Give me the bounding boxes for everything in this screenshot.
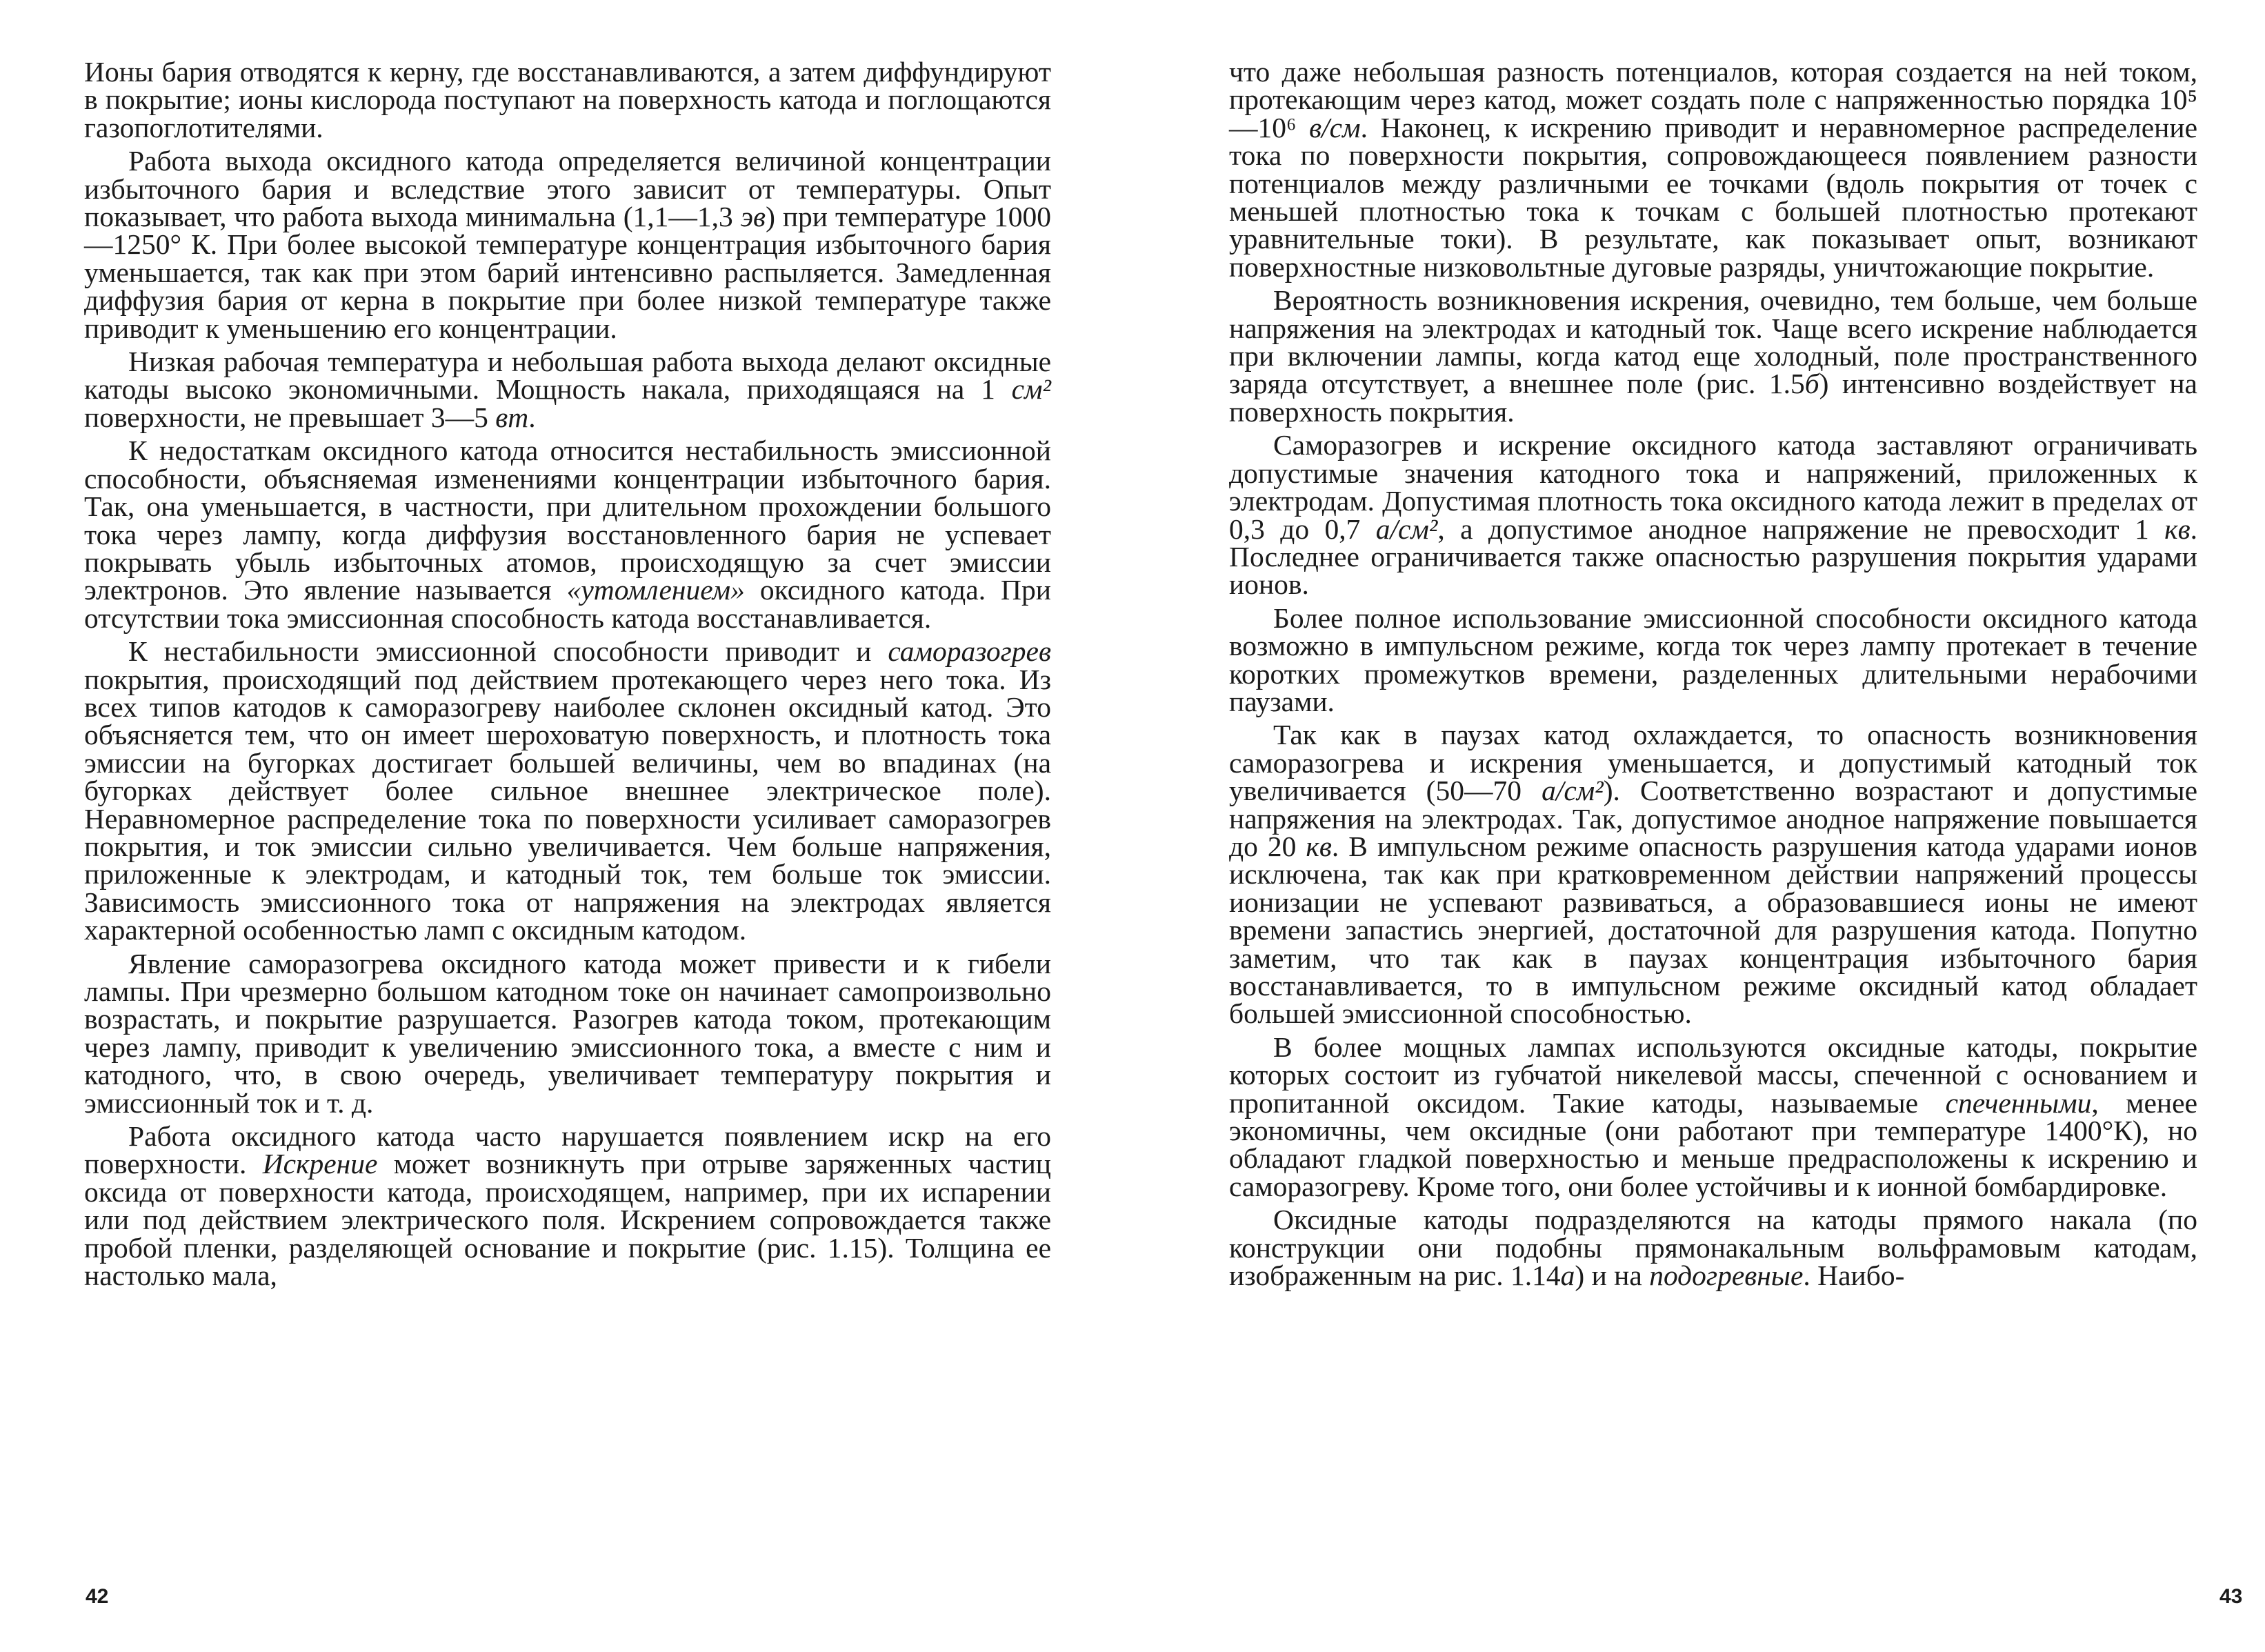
text-run: Низкая рабочая температура и небольшая работа выхода делают оксидные катоды высоко экономичными. Мощность накала, приходящаяся на 1 <box>84 346 1051 406</box>
paragraph <box>1229 286 2197 426</box>
paragraph <box>84 1120 1051 1292</box>
italic-term: вт <box>495 401 529 433</box>
text-run: К недостаткам оксидного катода относится нестабильность эмиссионной способности, объясняемая изменениями концентрации избыточного бария. Так, она уменьшается, в частности, при длительном прохождении большого тока через лампу, когда диффузия восстановленного бария не успевает покрывать убыль избыточных атомов, происходящую за счет эмиссии электронов. Это явление называется <box>84 435 1051 606</box>
italic-term: а/см² <box>1541 775 1604 807</box>
italic-term: а <box>1560 1260 1575 1292</box>
text-run: Явление саморазогрева оксидного катода может привести и к гибели лампы. При чрезмерно большом катодном токе он начинает самопроизвольно возрастать, и покрытие разрушается. Разогрев катода током, протекающим через лампу, приводит к увеличению эмиссионного тока, а вместе с ним и катодного, что, в свою очередь, увеличивает температуру покрытия и эмиссионный ток и т. д. <box>84 947 1051 1119</box>
paragraph <box>1229 1033 2197 1200</box>
paragraph <box>1229 601 2197 717</box>
text-run: поверхности, не превышает 3—5 <box>84 401 496 433</box>
paragraph <box>84 637 1051 944</box>
paragraph <box>84 348 1051 431</box>
left-page <box>0 0 1132 1652</box>
text-run: ). Соответственно возрастают и допустимые напряжения на электродах. Так, допустимое анодное напряжение повышается до 20 <box>1229 775 2197 862</box>
paragraph <box>1229 1204 2197 1292</box>
paragraph <box>84 58 1051 141</box>
text-run: может возникнуть при отрыве заряженных частиц оксида от поверхности катода, происходящем, например, при их испарении или под действием электрического поля. Искрением сопровождается также пробой пленки, разделяющей основание и покрытие (рис. 1.15). Толщина ее настолько мала, <box>84 1148 1051 1292</box>
left-page-text <box>84 58 1051 1295</box>
text-run: . <box>528 401 536 433</box>
italic-term: в/см <box>1309 111 1361 143</box>
text-run: , а допустимое анодное напряжение не превосходит 1 <box>1437 512 2165 545</box>
page-number: 42 <box>86 1585 109 1608</box>
text-run: Вероятность возникновения искрения, очевидно, тем больше, чем больше напряжения на электродах и катодный ток. Чаще всего искрение наблюдается при включении лампы, когда катод еще холодный, поле пространственного заряда отсутствует, а внешнее поле (рис. 1.5 <box>1229 284 2197 400</box>
text-run: Работа оксидного катода часто нарушается появлением искр на его поверхности. <box>84 1120 1051 1180</box>
paragraph <box>84 147 1051 342</box>
italic-term: а/см² <box>1375 512 1438 545</box>
text-run: Ионы бария отводятся к керну, где восстанавливаются, а затем диффундируют в покрытие; ионы кислорода поступают на поверхность катода и поглощаются газопоглотителями. <box>84 56 1051 143</box>
italic-term: кв <box>2164 512 2191 545</box>
text-run: ) интенсивно воздействует на поверхность покрытия. <box>1229 368 2197 428</box>
italic-term: кв <box>1306 830 1332 862</box>
paragraph <box>1229 429 2197 601</box>
italic-term: б <box>1804 368 1819 400</box>
text-run: К нестабильности эмиссионной способности приводит и <box>128 635 888 668</box>
text-run: Более полное использование эмиссионной способности оксидного катода возможно в импульсном режиме, когда ток через лампу протекает в течение коротких промежутков времени, разделенных длительными нерабочими паузами. <box>1229 601 2197 717</box>
italic-term: см² <box>1011 373 1051 406</box>
italic-term: подогревные <box>1649 1260 1804 1292</box>
text-run: . Последнее ограничивается также опасностью разрушения покрытия ударами ионов. <box>1229 512 2197 601</box>
text-run: Работа выхода оксидного катода определяется величиной концентрации избыточного бария и вследствие этого зависит от температуры. Опыт показывает, что работа выхода минимальна (1,1—1,3 <box>84 145 1051 233</box>
text-run: ) и на <box>1575 1260 1650 1292</box>
text-run: оксидного катода. При отсутствии тока эмиссионная способность катода восстанавливается. <box>84 574 1051 634</box>
text-run: Так как в паузах катод охлаждается, то опасность возникновения саморазогрева и искрения уменьшается, и допустимый катодный ток увеличивается (50—70 <box>1229 719 2197 807</box>
text-run: что даже небольшая разность потенциалов, которая создается на ней током, протекающим через катод, может создать поле с напряженностью порядка 10⁵—10⁶ <box>1229 56 2197 143</box>
right-page <box>1132 0 2265 1652</box>
page-number: 43 <box>2219 1585 2243 1608</box>
text-run: покрытия, происходящий под действием протекающего через него тока. Из всех типов катодов к саморазогреву наиболее склонен оксидный катод. Это объясняется тем, что он имеет шероховатую поверхность, и плотность тока эмиссии на бугорках достигает большей величины, чем во впадинах (на бугорках действует более сильное внешнее электрическое поле). Неравномерное распределение тока по поверхности усиливает саморазогрев покрытия, и ток эмиссии сильно увеличивается. Чем больше напряжения, приложенные к электродам, и катодный ток, тем больше ток эмиссии. Зависимость эмиссионного тока от напряжения на электродах является характерной особенностью ламп с оксидным катодом. <box>84 663 1051 946</box>
italic-term: «утомлением» <box>566 574 745 606</box>
italic-term: Искрение <box>262 1148 378 1180</box>
text-run: . В импульсном режиме опасность разрушения катода ударами ионов исключена, так как при кратковременном действии напряжений процессы ионизации не успевают развиваться, а образовавшиеся ионы не имеют времени запастись энергией, достаточной для разрушения катода. Попутно заметим, что так как в паузах концентрация избыточного бария восстанавливается, то в импульсном режиме оксидный катод обладает большей эмиссионной способностью. <box>1229 830 2197 1030</box>
italic-term: спеченными <box>1945 1086 2092 1119</box>
text-run: Саморазогрев и искрение оксидного катода заставляют ограничивать допустимые значения катодного тока и напряжений, приложенных к электродам. Допустимая плотность тока оксидного катода лежит в пределах от 0,3 до 0,7 <box>1229 429 2197 545</box>
text-run: . Наконец, к искрению приводит и неравномерное распределение тока по поверхности покрытия, сопровождающееся появлением разности потенциалов между различными ее точками (вдоль покрытия от точек с меньшей плотностью тока к точкам с большей плотностью протекают уравнительные токи). В результате, как показывает опыт, возникают поверхностные низковольтные дуговые разряды, уничтожающие покрытие. <box>1229 111 2197 283</box>
italic-term: эв <box>740 201 766 233</box>
paragraph <box>84 437 1051 632</box>
text-run: Оксидные катоды подразделяются на катоды прямого накала (по конструкции они подобны прямонакальным вольфрамовым катодам, изображенным на рис. 1.14 <box>1229 1204 2197 1292</box>
italic-term: саморазогрев <box>888 635 1051 668</box>
paragraph <box>84 947 1051 1119</box>
text-run: В более мощных лампах используются оксидные катоды, покрытие которых состоит из губчатой никелевой массы, спеченной с основанием и пропитанной оксидом. Такие катоды, называемые <box>1229 1031 2197 1119</box>
right-page-text <box>1229 58 2197 1295</box>
text-run: ) при температуре 1000—1250° К. При более высокой температуре концентрация избыточного бария уменьшается, так как при этом барий интенсивно распыляется. Замедленная диффузия бария от керна в покрытие при более низкой температуре также приводит к уменьшению его концентрации. <box>84 201 1051 344</box>
paragraph <box>1229 58 2197 281</box>
text-run: , менее экономичны, чем оксидные (они работают при температуре 1400°К), но обладают гладкой поверхностью и меньше предрасположены к искрению и саморазогреву. Кроме того, они более устойчивы и к ионной бомбардировке. <box>1229 1086 2197 1202</box>
text-run: . Наибо- <box>1803 1260 1905 1292</box>
paragraph <box>1229 719 2197 1030</box>
